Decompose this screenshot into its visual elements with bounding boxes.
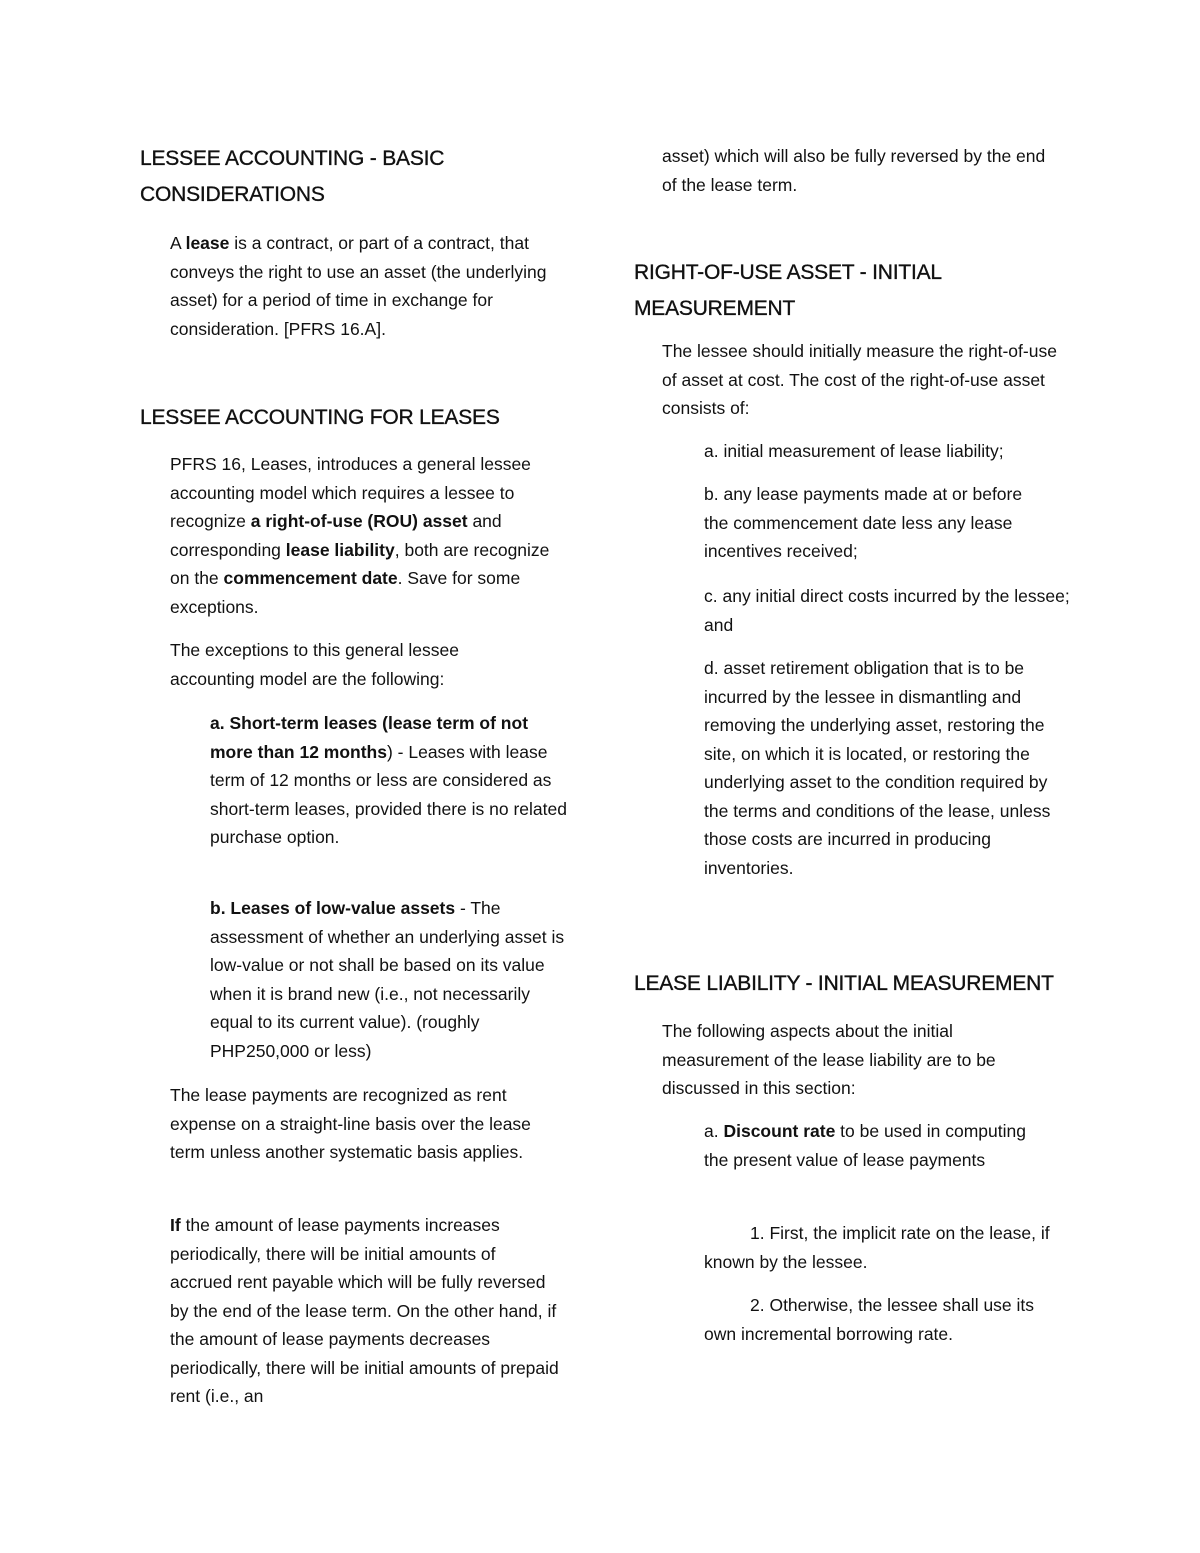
rou-item-c: c. any initial direct costs incurred by the lessee; and (704, 586, 1070, 635)
rate-option-1: 1. First, the implicit rate on the lease, if known by the lessee. (704, 1223, 1050, 1272)
heading-rou-initial-measurement: RIGHT-OF-USE ASSET - INITIAL MEASUREMENT (634, 261, 942, 320)
term-lease-liability: lease liability (285, 539, 395, 560)
lease-liability-intro: The following aspects about the initial measurement of the lease liability are to be discussed in this section: (662, 1021, 996, 1098)
exception-low-value: b. Leases of low-value assets - The assessment of whether an underlying asset is low-value or not shall be based on its value when it is brand new (i.e., not necessarily equal to its current value). (roughly PHP250,000 or less) (210, 898, 565, 1061)
continuation-text: asset) which will also be fully reversed by the end of the lease term. (662, 146, 1046, 195)
rou-item-b: b. any lease payments made at or before the commencement date less any lease incentives received; (704, 484, 1023, 561)
heading-basic-considerations: LESSEE ACCOUNTING - BASIC CONSIDERATIONS (140, 147, 445, 206)
exceptions-intro: The exceptions to this general lessee accounting model are the following: (170, 640, 459, 689)
heading-accounting-for-leases: LESSEE ACCOUNTING FOR LEASES (140, 406, 500, 429)
term-commencement-date: commencement date (223, 568, 398, 588)
rou-item-a: a. initial measurement of lease liability; (704, 441, 1004, 461)
lease-definition: A lease is a contract, or part of a contract, that conveys the right to use an asset (the underlying asset) for a period of time in exchange for consideration. [PFRS 16.A]. (170, 233, 547, 339)
term-discount-rate: Discount rate (723, 1121, 836, 1141)
rou-item-d: d. asset retirement obligation that is to be incurred by the lessee in dismantling and removing the underlying asset, restoring the site, on which it is located, or restoring the underlying asset to the condition required by the terms and conditions of the lease, unless those costs are incurred in producing inventories. (704, 658, 1051, 878)
heading-lease-liability-initial: LEASE LIABILITY - INITIAL MEASUREMENT (634, 972, 1054, 995)
discount-rate-item: a. Discount rate to be used in computing the present value of lease payments (704, 1121, 1026, 1170)
payments-change-paragraph: If the amount of lease payments increases periodically, there will be initial amounts of accrued rent payable which will be fully reversed by the end of the lease term. On the other hand, if the amount of lease payments decreases periodically, there will be initial amounts of prepaid rent (i.e., an (170, 1215, 559, 1406)
rent-expense-paragraph: The lease payments are recognized as rent expense on a straight-line basis over the lease term unless another systematic basis applies. (170, 1085, 531, 1162)
rate-option-2: 2. Otherwise, the lessee shall use its own incremental borrowing rate. (704, 1295, 1035, 1344)
rou-intro: The lessee should initially measure the right-of-use of asset at cost. The cost of the right-of-use asset consists of: (662, 341, 1057, 418)
pfrs16-paragraph: PFRS 16, Leases, introduces a general lessee accounting model which requires a lessee to recognize a right-of-use (ROU) asset and corresponding lease liability, both are recognize on the commencement date. Save for some exceptions. (170, 454, 550, 617)
term-lease: lease (185, 233, 230, 253)
exception-short-term: a. Short-term leases (lease term of not more than 12 months) - Leases with lease term of 12 months or less are considered as short-term leases, provided there is no related purchase option. (210, 713, 567, 847)
term-rou-asset: a right-of-use (ROU) asset (250, 511, 468, 531)
